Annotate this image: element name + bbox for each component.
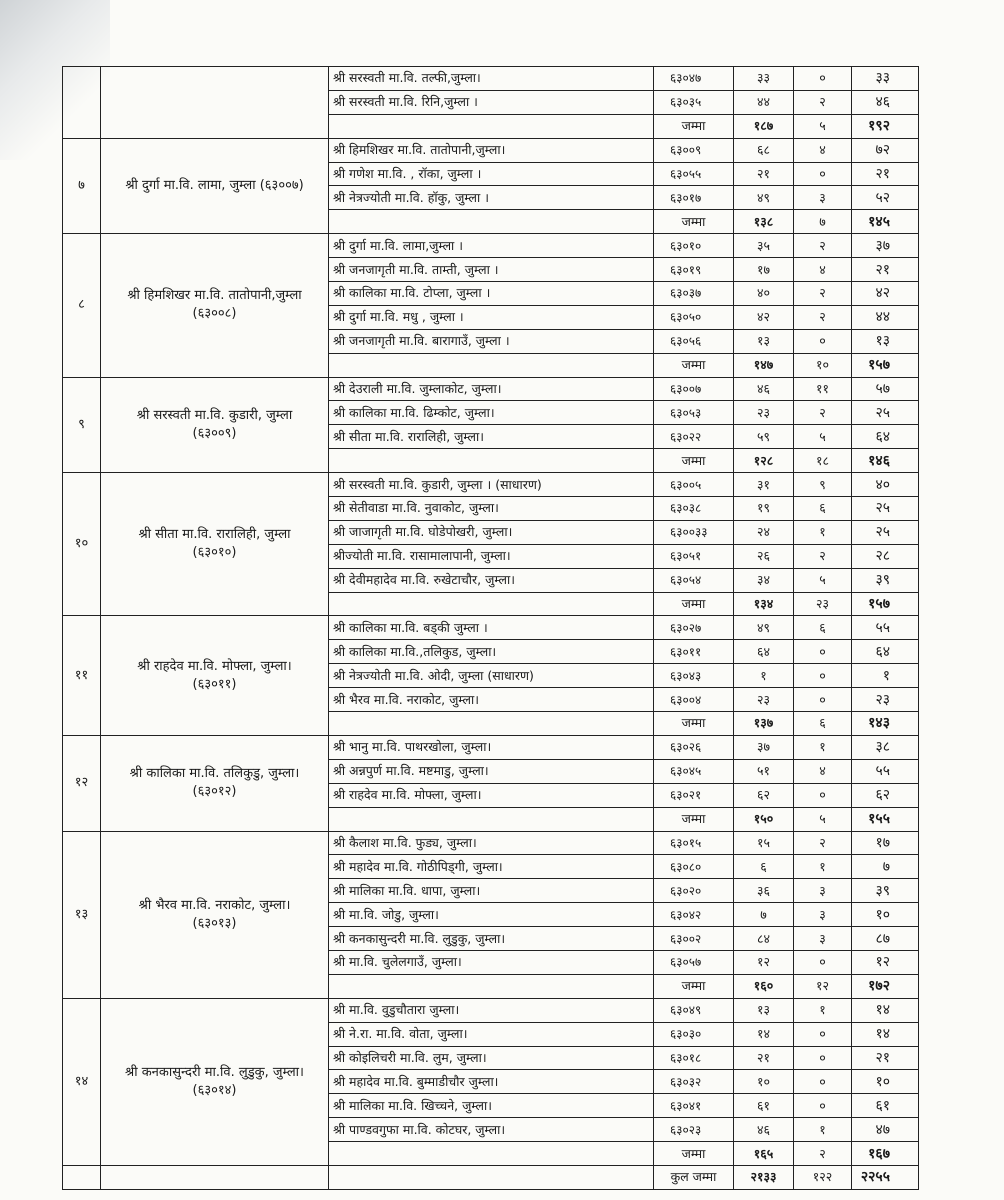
school-name: श्री सरस्वती मा.वि. कुडारी, जुम्ला । (साधारण) bbox=[329, 473, 654, 497]
row-total: ३९ bbox=[852, 568, 919, 592]
row-total: २१ bbox=[852, 162, 919, 186]
subtotal-b: २३ bbox=[794, 592, 852, 616]
subtotal-a: १६० bbox=[734, 974, 794, 998]
school-code: ६३०१९ bbox=[654, 258, 734, 282]
row-total: १२ bbox=[852, 950, 919, 974]
count-a: ५१ bbox=[734, 759, 794, 783]
count-b: २ bbox=[794, 831, 852, 855]
count-a: ६ bbox=[734, 855, 794, 879]
school-code: ६३०३२ bbox=[654, 1070, 734, 1094]
row-total: १७ bbox=[852, 831, 919, 855]
row-total: ३३ bbox=[852, 67, 919, 91]
subtotal-a: १५० bbox=[734, 807, 794, 831]
grand-total-label: कुल जम्मा bbox=[654, 1165, 734, 1189]
subtotal-b: १२ bbox=[794, 974, 852, 998]
count-a: २४ bbox=[734, 520, 794, 544]
school-code: ६३०१५ bbox=[654, 831, 734, 855]
count-b: ३ bbox=[794, 879, 852, 903]
school-code: ६३०१७ bbox=[654, 186, 734, 210]
count-b: ० bbox=[794, 1094, 852, 1118]
exam-center-code: (६३०१०) bbox=[192, 545, 237, 561]
serial-number: ८ bbox=[63, 234, 101, 377]
subtotal-blank bbox=[329, 1142, 654, 1166]
row-total: ६१ bbox=[852, 1094, 919, 1118]
grand-blank-school bbox=[329, 1165, 654, 1189]
count-a: ४० bbox=[734, 282, 794, 306]
grand-total-total: २२५५ bbox=[852, 1165, 919, 1189]
subtotal-total: १६७ bbox=[852, 1142, 919, 1166]
row-total: ६४ bbox=[852, 640, 919, 664]
school-name: श्री गणेश मा.वि. , रॉका, जुम्ला । bbox=[329, 162, 654, 186]
school-name: श्री सेतीवाडा मा.वि. नुवाकोट, जुम्ला। bbox=[329, 497, 654, 521]
exam-center-code: (६३००८) bbox=[192, 306, 237, 322]
count-b: ४ bbox=[794, 138, 852, 162]
exam-center-name: श्री सरस्वती मा.वि. कुडारी, जुम्ला bbox=[136, 407, 293, 423]
exam-center-name: श्री कनकासुन्दरी मा.वि. लुडुकु, जुम्ला। bbox=[125, 1064, 304, 1080]
school-name: श्री नेत्रज्योती मा.वि. हॉकु, जुम्ला । bbox=[329, 186, 654, 210]
subtotal-b: ५ bbox=[794, 114, 852, 138]
row-total: ४२ bbox=[852, 282, 919, 306]
count-b: १ bbox=[794, 998, 852, 1022]
subtotal-total: १४३ bbox=[852, 712, 919, 736]
count-b: ६ bbox=[794, 497, 852, 521]
count-b: ० bbox=[794, 640, 852, 664]
count-b: ० bbox=[794, 950, 852, 974]
row-total: १ bbox=[852, 664, 919, 688]
serial-number: ७ bbox=[63, 138, 101, 234]
count-a: ७ bbox=[734, 903, 794, 927]
table-row bbox=[63, 138, 919, 162]
school-name: श्री दुर्गा मा.वि. लामा,जुम्ला । bbox=[329, 234, 654, 258]
school-code: ६३००२ bbox=[654, 927, 734, 951]
count-b: ५ bbox=[794, 425, 852, 449]
row-total: २१ bbox=[852, 1046, 919, 1070]
count-b: ३ bbox=[794, 927, 852, 951]
school-name: श्री जाजागृती मा.वि. घोडेपोखरी, जुम्ला। bbox=[329, 520, 654, 544]
count-a: १४ bbox=[734, 1022, 794, 1046]
count-a: ४६ bbox=[734, 1118, 794, 1142]
row-total: ५७ bbox=[852, 377, 919, 401]
table-row bbox=[63, 735, 919, 759]
subtotal-label: जम्मा bbox=[654, 1142, 734, 1166]
count-b: १ bbox=[794, 520, 852, 544]
row-total: ७२ bbox=[852, 138, 919, 162]
serial-number: ११ bbox=[63, 616, 101, 735]
exam-center-cell bbox=[101, 998, 329, 1165]
row-total: १० bbox=[852, 903, 919, 927]
subtotal-label: जम्मा bbox=[654, 807, 734, 831]
count-a: २१ bbox=[734, 1046, 794, 1070]
count-a: ५९ bbox=[734, 425, 794, 449]
exam-center-name: श्री दुर्गा मा.वि. लामा, जुम्ला (६३००७) bbox=[125, 177, 304, 193]
school-name: श्री मा.वि. जोडु, जुम्ला। bbox=[329, 903, 654, 927]
row-total: ४० bbox=[852, 473, 919, 497]
count-a: २६ bbox=[734, 544, 794, 568]
subtotal-a: १८७ bbox=[734, 114, 794, 138]
school-name: श्री कनकासुन्दरी मा.वि. लुडुकु, जुम्ला। bbox=[329, 927, 654, 951]
school-name: श्री सीता मा.वि. रारालिही, जुम्ला। bbox=[329, 425, 654, 449]
school-code: ६३०३७ bbox=[654, 282, 734, 306]
school-code: ६३०५० bbox=[654, 305, 734, 329]
exam-center-table bbox=[62, 66, 919, 1190]
school-name: श्री कालिका मा.वि. ढिम्कोट, जुम्ला। bbox=[329, 401, 654, 425]
count-a: २१ bbox=[734, 162, 794, 186]
row-total: १३ bbox=[852, 329, 919, 353]
school-name: श्री दुर्गा मा.वि. मधु , जुम्ला । bbox=[329, 305, 654, 329]
subtotal-label: जम्मा bbox=[654, 210, 734, 234]
subtotal-b: १० bbox=[794, 353, 852, 377]
school-code: ६३०५३ bbox=[654, 401, 734, 425]
school-code: ६३०५४ bbox=[654, 568, 734, 592]
subtotal-a: १३८ bbox=[734, 210, 794, 234]
row-total: ३७ bbox=[852, 234, 919, 258]
school-code: ६३०१८ bbox=[654, 1046, 734, 1070]
row-total: ५५ bbox=[852, 759, 919, 783]
exam-center-name: श्री भैरव मा.वि. नराकोट, जुम्ला। bbox=[138, 897, 291, 913]
school-code: ६३००९ bbox=[654, 138, 734, 162]
school-code: ६३०५६ bbox=[654, 329, 734, 353]
school-code: ६३००४ bbox=[654, 688, 734, 712]
school-code: ६३०८० bbox=[654, 855, 734, 879]
subtotal-b: ५ bbox=[794, 807, 852, 831]
count-a: १३ bbox=[734, 998, 794, 1022]
school-code: ६३०१० bbox=[654, 234, 734, 258]
subtotal-label: जम्मा bbox=[654, 114, 734, 138]
subtotal-blank bbox=[329, 807, 654, 831]
count-b: २ bbox=[794, 282, 852, 306]
count-b: ४ bbox=[794, 759, 852, 783]
count-a: ३७ bbox=[734, 735, 794, 759]
subtotal-blank bbox=[329, 114, 654, 138]
school-code: ६३०११ bbox=[654, 640, 734, 664]
exam-center-name: श्री हिमशिखर मा.वि. तातोपानी,जुम्ला bbox=[127, 288, 302, 304]
serial-number: १० bbox=[63, 473, 101, 616]
row-total: ७ bbox=[852, 855, 919, 879]
exam-center-code: (६३०१२) bbox=[192, 784, 237, 800]
row-total: ६४ bbox=[852, 425, 919, 449]
table-row bbox=[63, 616, 919, 640]
school-code: ६३०५५ bbox=[654, 162, 734, 186]
row-total: ३९ bbox=[852, 879, 919, 903]
row-total: ८७ bbox=[852, 927, 919, 951]
school-name: श्री कालिका मा.वि.,तलिकुड, जुम्ला। bbox=[329, 640, 654, 664]
count-a: ३३ bbox=[734, 67, 794, 91]
subtotal-total: १४५ bbox=[852, 210, 919, 234]
count-b: १ bbox=[794, 1118, 852, 1142]
school-code: ६३०२७ bbox=[654, 616, 734, 640]
subtotal-label: जम्मा bbox=[654, 353, 734, 377]
count-a: १५ bbox=[734, 831, 794, 855]
subtotal-blank bbox=[329, 353, 654, 377]
school-name: श्रीज्योती मा.वि. रासामालापानी, जुम्ला। bbox=[329, 544, 654, 568]
school-code: ६३००३३ bbox=[654, 520, 734, 544]
school-name: श्री जनजागृती मा.वि. ताम्ती, जुम्ला । bbox=[329, 258, 654, 282]
subtotal-label: जम्मा bbox=[654, 974, 734, 998]
exam-center-cell bbox=[101, 234, 329, 377]
count-b: ० bbox=[794, 664, 852, 688]
school-name: श्री मालिका मा.वि. धापा, जुम्ला। bbox=[329, 879, 654, 903]
count-b: ० bbox=[794, 688, 852, 712]
count-b: ११ bbox=[794, 377, 852, 401]
row-total: १४ bbox=[852, 1022, 919, 1046]
serial-number: १२ bbox=[63, 735, 101, 831]
count-a: १२ bbox=[734, 950, 794, 974]
row-total: २५ bbox=[852, 520, 919, 544]
row-total: ५५ bbox=[852, 616, 919, 640]
school-name: श्री कालिका मा.वि. बड्की जुम्ला । bbox=[329, 616, 654, 640]
school-name: श्री पाण्डवगुफा मा.वि. कोटघर, जुम्ला। bbox=[329, 1118, 654, 1142]
count-b: २ bbox=[794, 544, 852, 568]
exam-center-code: (६३०१४) bbox=[192, 1082, 237, 1098]
count-b: ६ bbox=[794, 616, 852, 640]
subtotal-blank bbox=[329, 712, 654, 736]
school-name: श्री सरस्वती मा.वि. तल्फी,जुम्ला। bbox=[329, 67, 654, 91]
count-a: ३५ bbox=[734, 234, 794, 258]
count-b: ० bbox=[794, 1070, 852, 1094]
serial-number: ९ bbox=[63, 377, 101, 473]
serial-number: १३ bbox=[63, 831, 101, 998]
count-a: ३६ bbox=[734, 879, 794, 903]
school-name: श्री ने.रा. मा.वि. वोता, जुम्ला। bbox=[329, 1022, 654, 1046]
count-a: ३१ bbox=[734, 473, 794, 497]
school-name: श्री राहदेव मा.वि. मोफ्ला, जुम्ला। bbox=[329, 783, 654, 807]
count-b: ५ bbox=[794, 568, 852, 592]
row-total: २५ bbox=[852, 497, 919, 521]
school-name: श्री मा.वि. चुलेलगाउँ, जुम्ला। bbox=[329, 950, 654, 974]
subtotal-label: जम्मा bbox=[654, 712, 734, 736]
table-row bbox=[63, 831, 919, 855]
subtotal-a: १३७ bbox=[734, 712, 794, 736]
subtotal-a: १६५ bbox=[734, 1142, 794, 1166]
exam-center-cell bbox=[101, 473, 329, 616]
count-a: १९ bbox=[734, 497, 794, 521]
exam-center-cell bbox=[101, 377, 329, 473]
school-code: ६३०४७ bbox=[654, 67, 734, 91]
exam-center-cell bbox=[101, 831, 329, 998]
subtotal-a: १३४ bbox=[734, 592, 794, 616]
subtotal-label: जम्मा bbox=[654, 449, 734, 473]
school-code: ६३०४९ bbox=[654, 998, 734, 1022]
subtotal-total: १५७ bbox=[852, 353, 919, 377]
count-b: १ bbox=[794, 735, 852, 759]
subtotal-total: १५५ bbox=[852, 807, 919, 831]
count-b: ९ bbox=[794, 473, 852, 497]
school-name: श्री कालिका मा.वि. टोप्ला, जुम्ला । bbox=[329, 282, 654, 306]
count-b: २ bbox=[794, 401, 852, 425]
school-name: श्री महादेव मा.वि. गोठीपिड्गी, जुम्ला। bbox=[329, 855, 654, 879]
count-b: ० bbox=[794, 162, 852, 186]
count-a: ३४ bbox=[734, 568, 794, 592]
subtotal-total: १४६ bbox=[852, 449, 919, 473]
subtotal-blank bbox=[329, 449, 654, 473]
count-b: ० bbox=[794, 67, 852, 91]
school-name: श्री देवीमहादेव मा.वि. रुखेटाचौर, जुम्ला। bbox=[329, 568, 654, 592]
count-b: ३ bbox=[794, 186, 852, 210]
count-b: ० bbox=[794, 329, 852, 353]
row-total: ३८ bbox=[852, 735, 919, 759]
subtotal-blank bbox=[329, 210, 654, 234]
count-a: ८४ bbox=[734, 927, 794, 951]
school-name: श्री मा.वि. वुडुचौतारा जुम्ला। bbox=[329, 998, 654, 1022]
exam-center-name: श्री सीता मा.वि. रारालिही, जुम्ला bbox=[138, 527, 291, 543]
school-name: श्री जनजागृती मा.वि. बारागाउँ, जुम्ला । bbox=[329, 329, 654, 353]
table-row bbox=[63, 67, 919, 91]
row-total: २८ bbox=[852, 544, 919, 568]
grand-total-row bbox=[63, 1165, 919, 1189]
subtotal-a: १४७ bbox=[734, 353, 794, 377]
subtotal-b: ७ bbox=[794, 210, 852, 234]
school-code: ६३०२२ bbox=[654, 425, 734, 449]
count-a: १० bbox=[734, 1070, 794, 1094]
row-total: ५२ bbox=[852, 186, 919, 210]
count-a: ४९ bbox=[734, 616, 794, 640]
subtotal-a: १२८ bbox=[734, 449, 794, 473]
row-total: ४७ bbox=[852, 1118, 919, 1142]
school-name: श्री भानु मा.वि. पाथरखोला, जुम्ला। bbox=[329, 735, 654, 759]
count-a: ४९ bbox=[734, 186, 794, 210]
grand-total-b: १२२ bbox=[794, 1165, 852, 1189]
school-code: ६३०२० bbox=[654, 879, 734, 903]
row-total: २१ bbox=[852, 258, 919, 282]
school-name: श्री महादेव मा.वि. बुम्माडीचौर जुम्ला। bbox=[329, 1070, 654, 1094]
subtotal-total: १९२ bbox=[852, 114, 919, 138]
school-name: श्री हिमशिखर मा.वि. तातोपानी,जुम्ला। bbox=[329, 138, 654, 162]
serial-number bbox=[63, 67, 101, 139]
count-b: २ bbox=[794, 90, 852, 114]
school-code: ६३०३५ bbox=[654, 90, 734, 114]
count-a: १३ bbox=[734, 329, 794, 353]
count-a: ६२ bbox=[734, 783, 794, 807]
count-b: ० bbox=[794, 783, 852, 807]
table-row bbox=[63, 473, 919, 497]
count-b: ३ bbox=[794, 903, 852, 927]
school-name: श्री सरस्वती मा.वि. रिनि,जुम्ला । bbox=[329, 90, 654, 114]
count-b: ० bbox=[794, 1046, 852, 1070]
subtotal-b: १८ bbox=[794, 449, 852, 473]
school-name: श्री कोइलिचरी मा.वि. लुम, जुम्ला। bbox=[329, 1046, 654, 1070]
count-a: ६८ bbox=[734, 138, 794, 162]
row-total: ६२ bbox=[852, 783, 919, 807]
count-b: २ bbox=[794, 305, 852, 329]
exam-center-name: श्री कालिका मा.वि. तलिकुडु, जुम्ला। bbox=[129, 766, 300, 782]
school-code: ६३००७ bbox=[654, 377, 734, 401]
row-total: १४ bbox=[852, 998, 919, 1022]
count-a: २३ bbox=[734, 688, 794, 712]
count-a: ४२ bbox=[734, 305, 794, 329]
school-name: श्री मालिका मा.वि. खिच्चने, जुम्ला। bbox=[329, 1094, 654, 1118]
row-total: ४६ bbox=[852, 90, 919, 114]
school-code: ६३००५ bbox=[654, 473, 734, 497]
school-code: ६३०४२ bbox=[654, 903, 734, 927]
school-code: ६३०४३ bbox=[654, 664, 734, 688]
row-total: १० bbox=[852, 1070, 919, 1094]
subtotal-total: १७२ bbox=[852, 974, 919, 998]
school-code: ६३०२१ bbox=[654, 783, 734, 807]
school-code: ६३०२३ bbox=[654, 1118, 734, 1142]
count-a: १ bbox=[734, 664, 794, 688]
subtotal-b: ६ bbox=[794, 712, 852, 736]
exam-center-name: श्री राहदेव मा.वि. मोफ्ला, जुम्ला। bbox=[137, 658, 292, 674]
row-total: २५ bbox=[852, 401, 919, 425]
count-b: १ bbox=[794, 855, 852, 879]
subtotal-b: २ bbox=[794, 1142, 852, 1166]
grand-total-a: २१३३ bbox=[734, 1165, 794, 1189]
row-total: ४४ bbox=[852, 305, 919, 329]
subtotal-blank bbox=[329, 592, 654, 616]
subtotal-total: १५७ bbox=[852, 592, 919, 616]
school-code: ६३०२६ bbox=[654, 735, 734, 759]
school-code: ६३०४५ bbox=[654, 759, 734, 783]
school-name: श्री अन्नपुर्ण मा.वि. मष्टमाडु, जुम्ला। bbox=[329, 759, 654, 783]
school-name: श्री भैरव मा.वि. नराकोट, जुम्ला। bbox=[329, 688, 654, 712]
serial-number: १४ bbox=[63, 998, 101, 1165]
school-code: ६३०५७ bbox=[654, 950, 734, 974]
exam-center-cell bbox=[101, 735, 329, 831]
grand-blank-center bbox=[101, 1165, 329, 1189]
school-code: ६३०५१ bbox=[654, 544, 734, 568]
school-name: श्री कैलाश मा.वि. फुड्य, जुम्ला। bbox=[329, 831, 654, 855]
row-total: २३ bbox=[852, 688, 919, 712]
school-code: ६३०३० bbox=[654, 1022, 734, 1046]
exam-center-code: (६३००९) bbox=[192, 425, 237, 441]
exam-center-code: (६३०१३) bbox=[192, 915, 237, 931]
school-code: ६३०४१ bbox=[654, 1094, 734, 1118]
count-a: ४६ bbox=[734, 377, 794, 401]
table-body bbox=[63, 67, 919, 1190]
table-row bbox=[63, 377, 919, 401]
count-b: ० bbox=[794, 1022, 852, 1046]
count-b: ४ bbox=[794, 258, 852, 282]
subtotal-label: जम्मा bbox=[654, 592, 734, 616]
school-name: श्री नेत्रज्योती मा.वि. ओदी, जुम्ला (साधारण) bbox=[329, 664, 654, 688]
count-a: ४४ bbox=[734, 90, 794, 114]
exam-center-code: (६३०११) bbox=[192, 676, 237, 692]
exam-center-cell bbox=[101, 616, 329, 735]
grand-blank-sn bbox=[63, 1165, 101, 1189]
count-a: २३ bbox=[734, 401, 794, 425]
table-row bbox=[63, 998, 919, 1022]
count-b: २ bbox=[794, 234, 852, 258]
school-name: श्री देउराली मा.वि. जुम्लाकोट, जुम्ला। bbox=[329, 377, 654, 401]
exam-center-cell bbox=[101, 67, 329, 139]
count-a: ६१ bbox=[734, 1094, 794, 1118]
subtotal-blank bbox=[329, 974, 654, 998]
school-code: ६३०३८ bbox=[654, 497, 734, 521]
exam-center-cell bbox=[101, 138, 329, 234]
table-row bbox=[63, 234, 919, 258]
count-a: ६४ bbox=[734, 640, 794, 664]
count-a: १७ bbox=[734, 258, 794, 282]
